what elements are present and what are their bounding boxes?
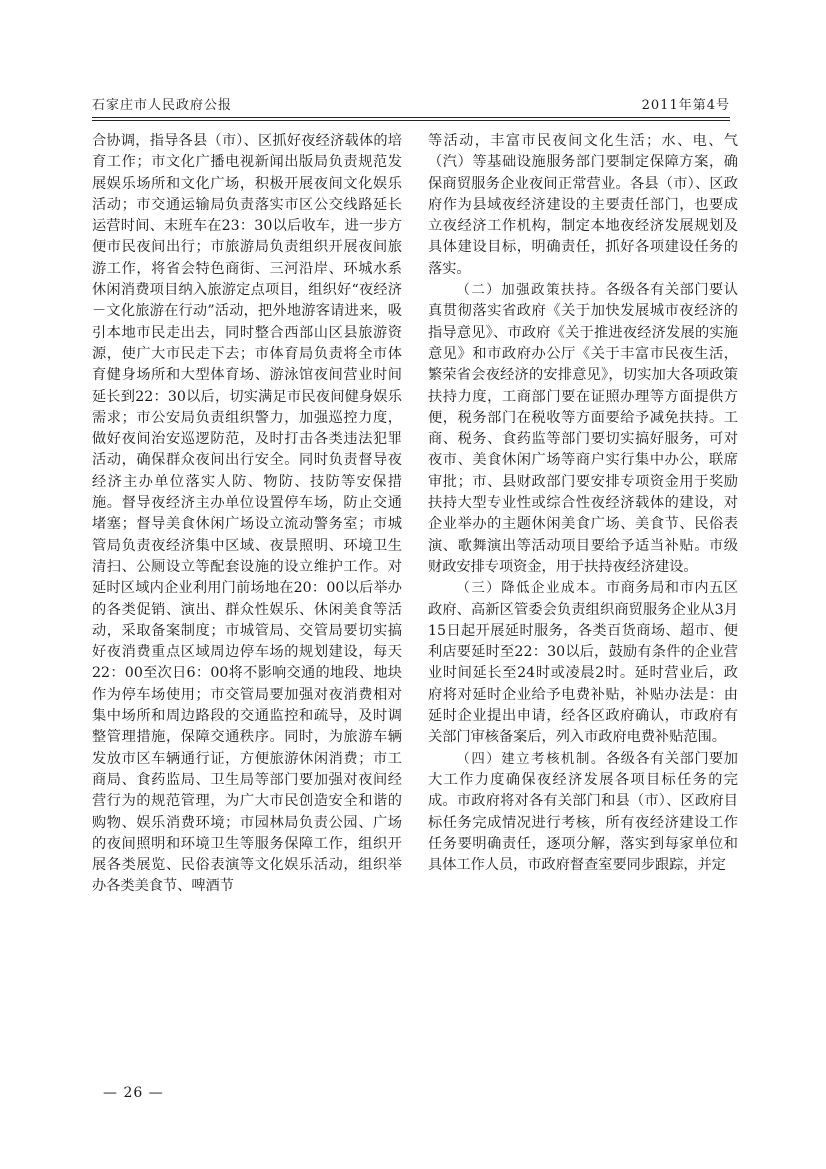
section-policy-support xyxy=(428,280,738,578)
section-assessment xyxy=(428,749,738,877)
section-body: 市商务局和市内五区政府、高新区管委会负责组织商贸服务企业从3月15日起开展延时服务，各类百货商场、超市、便利店要延时至22：30以后，鼓励有条件的企业营业时间延长至24时或凌晨2时。延时营业后，政府将对延时企业给予电费补贴，补贴办法是：由延时企业提出申请，经各区政府确认，市政府有关部门审核备案后，列入市政府电费补贴范围。 xyxy=(428,580,738,746)
paragraph-continued: 合协调，指导各县（市）、区抓好夜经济载体的培育工作；市文化广播电视新闻出版局负责规范发展娱乐场所和文化广场，积极开展夜间文化娱乐活动；市交通运输局负责落实市区公交线路延长运营时间、末班车在23：30以后收车，进一步方便市民夜间出行；市旅游局负责组织开展夜间旅游工作，将省会特色商街、三河沿岸、环城水系休闲消费项目纳入旅游定点项目，组织好“夜经济－文化旅游在行动”活动，把外地游客请进来，吸引本地市民走出去，同时整合西部山区县旅游资源，使广大市民走下去；市体育局负责将全市体育健身场所和大型体育场、游泳馆夜间营业时间延长到22：30以后，切实满足市民夜间健身娱乐需求；市公安局负责组织警力，加强巡控力度，做好夜间治安巡逻防范，及时打击各类违法犯罪活动，确保群众夜间出行安全。同时负责督导夜经济主办单位落实人防、物防、技防等安保措施。督导夜经济主办单位设置停车场，防止交通堵塞；督导美食休闲广场设立流动警务室；市城管局负责夜经济集中区域、夜景照明、环境卫生清扫、公厕设立等配套设施的设立维护工作。对延时区域内企业利用门前场地在20：00以后举办的各类促销、演出、群众性娱乐、休闲美食等活动，采取备案制度；市城管局、交管局要切实搞好夜消费重点区域周边停车场的规划建设，每天22：00至次日6：00将不影响交通的地段、地块作为停车场使用；市交管局要加强对夜消费相对集中场所和周边路段的交通监控和疏导，及时调整管理措施，保障交通秩序。同时，为旅游车辆发放市区车辆通行证，方便旅游休闲消费；市工商局、食药监局、卫生局等部门要加强对夜间经营行为的规范管理，为广大市民创造安全和谐的购物、娱乐消费环境；市园林局负责公园、广场的夜间照明和环境卫生等服务保障工作，组织开展各类展览、民俗表演等文化娱乐活动，组织举办各类美食节、啤酒节 xyxy=(92,133,402,895)
header-rule-bottom xyxy=(92,120,730,121)
header-rule-top xyxy=(92,117,730,118)
section-heading: （三）降低企业成本。 xyxy=(456,581,606,597)
section-reduce-costs xyxy=(428,578,738,748)
section-heading: （四）建立考核机制。 xyxy=(456,751,606,767)
publication-title: 石家庄市人民政府公报 xyxy=(92,98,233,113)
page-number: — 26 — xyxy=(103,1085,164,1101)
right-column xyxy=(428,131,738,876)
issue-number: 2011年第4号 xyxy=(641,98,730,113)
paragraph-continued: 等活动，丰富市民夜间文化生活；水、电、气（汽）等基础设施服务部门要制定保障方案，确保商贸服务企业夜间正常营业。各县（市）、区政府作为县域夜经济建设的主要责任部门，也要成立夜经济工作机构，制定本地夜经济发展规划及具体建设目标，明确责任，抓好各项建设任务的落实。 xyxy=(428,133,738,277)
section-body: 各级各有关部门要认真贯彻落实省政府《关于加快发展城市夜经济的指导意见》、市政府《关于推进夜经济发展的实施意见》和市政府办公厅《关于丰富市民夜生活，繁荣省会夜经济的安排意见》，切实加大各项政策扶持力度，工商部门要在证照办理等方面提供方便，税务部门在税收等方面要给予减免扶持。工商、税务、食药监等部门要切实搞好服务，可对夜市、美食休闲广场等商户实行集中办公，联席审批；市、县财政部门要安排专项资金用于奖励扶持大型专业性或综合性夜经济载体的建设，对企业举办的主题休闲美食广场、美食节、民俗表演、歌舞演出等活动项目要给予适当补贴。市级财政安排专项资金，用于扶持夜经济建设。 xyxy=(428,282,738,575)
running-header xyxy=(92,94,730,116)
section-body: 各级各有关部门要加大工作力度确保夜经济发展各项目标任务的完成。市政府将对各有关部门和县（市）、区政府目标任务完成情况进行考核，所有夜经济建设工作任务要明确责任，逐项分解，落实到每家单位和具体工作人员，市政府督查室要同步跟踪，并定 xyxy=(428,750,738,874)
left-column xyxy=(92,131,402,898)
section-heading: （二）加强政策扶持。 xyxy=(456,283,606,299)
